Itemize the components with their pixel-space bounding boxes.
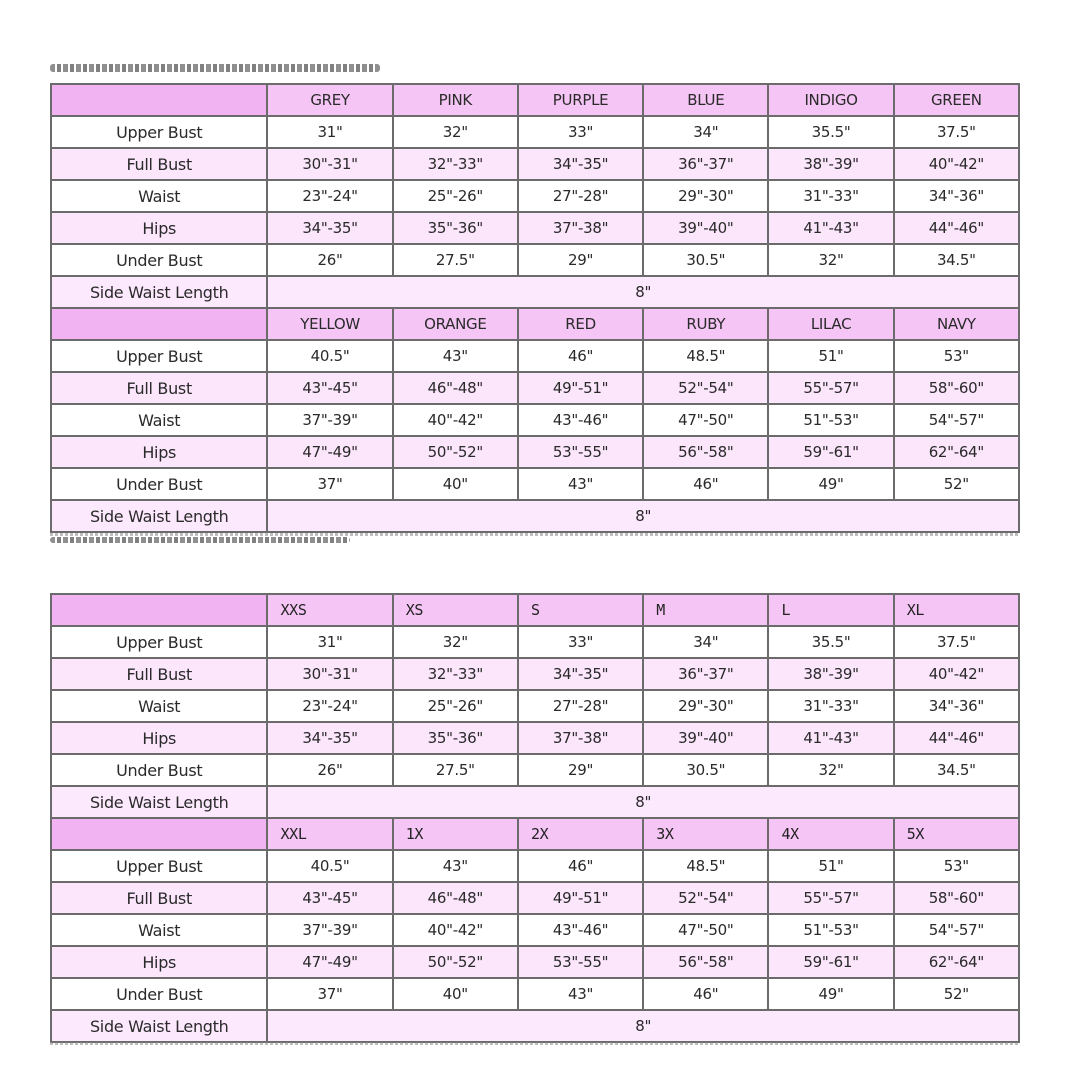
measurement-label: Hips — [51, 722, 267, 754]
measurement-value: 29"-30" — [643, 180, 768, 212]
size-header-cell: BLUE — [643, 84, 768, 116]
measurement-value: 25"-26" — [393, 690, 518, 722]
measurement-value: 37"-39" — [267, 914, 392, 946]
measurement-value: 25"-26" — [393, 180, 518, 212]
measurement-value: 34.5" — [894, 754, 1019, 786]
measurement-row — [51, 914, 1019, 946]
measurement-label: Under Bust — [51, 244, 267, 276]
size-header-cell: RUBY — [643, 308, 768, 340]
measurement-value: 47"-49" — [267, 436, 392, 468]
measurement-value: 43" — [393, 850, 518, 882]
measurement-row — [51, 626, 1019, 658]
measurement-value: 35.5" — [768, 626, 893, 658]
size-header-cell: GREY — [267, 84, 392, 116]
measurement-value: 29"-30" — [643, 690, 768, 722]
measurement-value: 32" — [768, 754, 893, 786]
measurement-value: 35.5" — [768, 116, 893, 148]
measurement-value: 43"-45" — [267, 372, 392, 404]
measurement-value: 35"-36" — [393, 722, 518, 754]
size-header-cell: XS — [393, 594, 518, 626]
measurement-row — [51, 658, 1019, 690]
color-size-chart-body — [51, 84, 1019, 532]
cropped-divider — [50, 533, 1020, 536]
measurement-value: 34"-35" — [518, 658, 643, 690]
measurement-row — [51, 244, 1019, 276]
header-row — [51, 84, 1019, 116]
measurement-value: 54"-57" — [894, 404, 1019, 436]
measurement-value: 32" — [393, 116, 518, 148]
measurement-value: 27"-28" — [518, 180, 643, 212]
measurement-row — [51, 978, 1019, 1010]
measurement-value: 36"-37" — [643, 148, 768, 180]
measurement-value: 49" — [768, 468, 893, 500]
measurement-value: 53" — [894, 340, 1019, 372]
size-header-cell: INDIGO — [768, 84, 893, 116]
measurement-label: Full Bust — [51, 658, 267, 690]
side-waist-value: 8" — [267, 786, 1019, 818]
measurement-value: 23"-24" — [267, 690, 392, 722]
size-header-cell: XL — [894, 594, 1019, 626]
measurement-value: 39"-40" — [643, 212, 768, 244]
measurement-value: 59"-61" — [768, 436, 893, 468]
measurement-value: 34"-36" — [894, 690, 1019, 722]
size-header-cell: 4X — [768, 818, 893, 850]
measurement-row — [51, 690, 1019, 722]
size-header-cell: PURPLE — [518, 84, 643, 116]
measurement-value: 58"-60" — [894, 882, 1019, 914]
size-header-cell: LILAC — [768, 308, 893, 340]
measurement-value: 46" — [518, 340, 643, 372]
measurement-label: Upper Bust — [51, 626, 267, 658]
measurement-value: 41"-43" — [768, 212, 893, 244]
measurement-value: 36"-37" — [643, 658, 768, 690]
measurement-label: Hips — [51, 436, 267, 468]
size-header-cell: L — [768, 594, 893, 626]
measurement-value: 48.5" — [643, 340, 768, 372]
size-header-cell: M — [643, 594, 768, 626]
side-waist-label: Side Waist Length — [51, 276, 267, 308]
measurement-value: 34"-36" — [894, 180, 1019, 212]
color-size-chart — [50, 83, 1020, 533]
measurement-value: 49" — [768, 978, 893, 1010]
measurement-value: 38"-39" — [768, 148, 893, 180]
measurement-value: 40" — [393, 468, 518, 500]
measurement-value: 49"-51" — [518, 372, 643, 404]
measurement-value: 30"-31" — [267, 148, 392, 180]
measurement-value: 38"-39" — [768, 658, 893, 690]
measurement-value: 43"-45" — [267, 882, 392, 914]
measurement-value: 54"-57" — [894, 914, 1019, 946]
cropped-divider-bottom — [50, 1042, 1020, 1045]
measurement-label: Under Bust — [51, 978, 267, 1010]
size-header-cell: XXL — [267, 818, 392, 850]
measurement-value: 35"-36" — [393, 212, 518, 244]
side-waist-value: 8" — [267, 276, 1019, 308]
size-header-cell: ORANGE — [393, 308, 518, 340]
measurement-row — [51, 212, 1019, 244]
header-row — [51, 818, 1019, 850]
measurement-value: 46"-48" — [393, 372, 518, 404]
measurement-value: 32"-33" — [393, 148, 518, 180]
measurement-value: 34"-35" — [518, 148, 643, 180]
size-header-cell: 1X — [393, 818, 518, 850]
measurement-value: 59"-61" — [768, 946, 893, 978]
measurement-row — [51, 148, 1019, 180]
measurement-value: 40"-42" — [393, 914, 518, 946]
side-waist-row — [51, 500, 1019, 532]
measurement-value: 40"-42" — [894, 148, 1019, 180]
measurement-row — [51, 468, 1019, 500]
size-header-cell: 5X — [894, 818, 1019, 850]
measurement-value: 58"-60" — [894, 372, 1019, 404]
measurement-row — [51, 372, 1019, 404]
size-header-cell: 2X — [518, 818, 643, 850]
measurement-value: 51"-53" — [768, 914, 893, 946]
measurement-row — [51, 180, 1019, 212]
measurement-value: 43" — [393, 340, 518, 372]
measurement-value: 46"-48" — [393, 882, 518, 914]
measurement-label: Full Bust — [51, 148, 267, 180]
measurement-value: 43"-46" — [518, 404, 643, 436]
measurement-value: 53"-55" — [518, 946, 643, 978]
cropped-caption-text — [50, 64, 380, 72]
side-waist-row — [51, 1010, 1019, 1042]
measurement-value: 33" — [518, 116, 643, 148]
measurement-row — [51, 340, 1019, 372]
measurement-value: 33" — [518, 626, 643, 658]
measurement-label: Full Bust — [51, 882, 267, 914]
size-header-cell: NAVY — [894, 308, 1019, 340]
measurement-label: Full Bust — [51, 372, 267, 404]
size-header-cell: XXS — [267, 594, 392, 626]
cropped-footer-text — [50, 537, 350, 543]
measurement-label: Waist — [51, 180, 267, 212]
measurement-label: Waist — [51, 690, 267, 722]
measurement-row — [51, 722, 1019, 754]
measurement-value: 37"-38" — [518, 722, 643, 754]
side-waist-value: 8" — [267, 1010, 1019, 1042]
measurement-value: 56"-58" — [643, 436, 768, 468]
measurement-value: 31" — [267, 626, 392, 658]
measurement-row — [51, 116, 1019, 148]
measurement-row — [51, 436, 1019, 468]
measurement-value: 37.5" — [894, 116, 1019, 148]
measurement-value: 29" — [518, 244, 643, 276]
side-waist-label: Side Waist Length — [51, 786, 267, 818]
measurement-value: 32" — [768, 244, 893, 276]
side-waist-label: Side Waist Length — [51, 1010, 267, 1042]
measurement-value: 27"-28" — [518, 690, 643, 722]
measurement-value: 34"-35" — [267, 722, 392, 754]
measurement-value: 34" — [643, 626, 768, 658]
measurement-value: 43"-46" — [518, 914, 643, 946]
measurement-value: 31"-33" — [768, 180, 893, 212]
measurement-value: 40.5" — [267, 340, 392, 372]
measurement-label: Hips — [51, 946, 267, 978]
size-header-cell: YELLOW — [267, 308, 392, 340]
size-header-cell: PINK — [393, 84, 518, 116]
measurement-value: 56"-58" — [643, 946, 768, 978]
measurement-label: Waist — [51, 914, 267, 946]
measurement-value: 31"-33" — [768, 690, 893, 722]
measurement-value: 44"-46" — [894, 212, 1019, 244]
measurement-value: 40"-42" — [894, 658, 1019, 690]
measurement-label: Upper Bust — [51, 850, 267, 882]
size-header-cell: GREEN — [894, 84, 1019, 116]
header-corner-cell — [51, 594, 267, 626]
measurement-value: 44"-46" — [894, 722, 1019, 754]
measurement-value: 40" — [393, 978, 518, 1010]
measurement-value: 47"-50" — [643, 404, 768, 436]
measurement-value: 48.5" — [643, 850, 768, 882]
measurement-value: 43" — [518, 978, 643, 1010]
measurement-value: 34" — [643, 116, 768, 148]
measurement-value: 53"-55" — [518, 436, 643, 468]
side-waist-row — [51, 276, 1019, 308]
measurement-label: Upper Bust — [51, 340, 267, 372]
measurement-value: 32" — [393, 626, 518, 658]
size-header-cell: S — [518, 594, 643, 626]
measurement-value: 34"-35" — [267, 212, 392, 244]
measurement-value: 51"-53" — [768, 404, 893, 436]
measurement-value: 46" — [518, 850, 643, 882]
measurement-value: 32"-33" — [393, 658, 518, 690]
measurement-value: 37" — [267, 978, 392, 1010]
measurement-value: 37.5" — [894, 626, 1019, 658]
measurement-value: 55"-57" — [768, 372, 893, 404]
measurement-value: 34.5" — [894, 244, 1019, 276]
measurement-value: 30.5" — [643, 754, 768, 786]
side-waist-row — [51, 786, 1019, 818]
measurement-label: Waist — [51, 404, 267, 436]
measurement-label: Hips — [51, 212, 267, 244]
measurement-value: 29" — [518, 754, 643, 786]
measurement-value: 53" — [894, 850, 1019, 882]
side-waist-value: 8" — [267, 500, 1019, 532]
measurement-label: Under Bust — [51, 754, 267, 786]
measurement-row — [51, 754, 1019, 786]
measurement-label: Upper Bust — [51, 116, 267, 148]
measurement-value: 27.5" — [393, 754, 518, 786]
measurement-value: 26" — [267, 244, 392, 276]
measurement-value: 30"-31" — [267, 658, 392, 690]
measurement-value: 31" — [267, 116, 392, 148]
size-header-cell: RED — [518, 308, 643, 340]
measurement-value: 62"-64" — [894, 436, 1019, 468]
header-row — [51, 308, 1019, 340]
measurement-value: 27.5" — [393, 244, 518, 276]
measurement-label: Under Bust — [51, 468, 267, 500]
measurement-value: 52" — [894, 468, 1019, 500]
measurement-row — [51, 404, 1019, 436]
letter-size-chart — [50, 593, 1020, 1043]
measurement-value: 41"-43" — [768, 722, 893, 754]
measurement-value: 40"-42" — [393, 404, 518, 436]
measurement-row — [51, 946, 1019, 978]
measurement-value: 62"-64" — [894, 946, 1019, 978]
measurement-value: 47"-49" — [267, 946, 392, 978]
header-corner-cell — [51, 308, 267, 340]
measurement-value: 52"-54" — [643, 882, 768, 914]
measurement-row — [51, 850, 1019, 882]
measurement-value: 51" — [768, 850, 893, 882]
measurement-value: 37" — [267, 468, 392, 500]
measurement-value: 40.5" — [267, 850, 392, 882]
side-waist-label: Side Waist Length — [51, 500, 267, 532]
measurement-value: 30.5" — [643, 244, 768, 276]
measurement-value: 50"-52" — [393, 946, 518, 978]
measurement-value: 46" — [643, 978, 768, 1010]
measurement-value: 55"-57" — [768, 882, 893, 914]
measurement-value: 49"-51" — [518, 882, 643, 914]
measurement-value: 52" — [894, 978, 1019, 1010]
measurement-value: 51" — [768, 340, 893, 372]
measurement-value: 52"-54" — [643, 372, 768, 404]
measurement-row — [51, 882, 1019, 914]
measurement-value: 37"-38" — [518, 212, 643, 244]
header-corner-cell — [51, 818, 267, 850]
measurement-value: 43" — [518, 468, 643, 500]
measurement-value: 23"-24" — [267, 180, 392, 212]
header-corner-cell — [51, 84, 267, 116]
measurement-value: 47"-50" — [643, 914, 768, 946]
measurement-value: 50"-52" — [393, 436, 518, 468]
header-row — [51, 594, 1019, 626]
measurement-value: 26" — [267, 754, 392, 786]
measurement-value: 39"-40" — [643, 722, 768, 754]
measurement-value: 37"-39" — [267, 404, 392, 436]
measurement-value: 46" — [643, 468, 768, 500]
size-header-cell: 3X — [643, 818, 768, 850]
letter-size-chart-body — [51, 594, 1019, 1042]
